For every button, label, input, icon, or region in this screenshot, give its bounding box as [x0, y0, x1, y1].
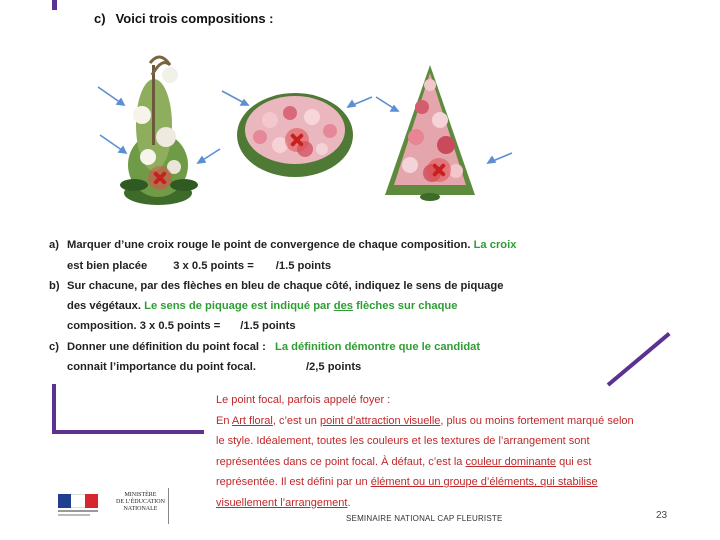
definition-line-3: le style. Idéalement, toutes les couleurs et les textures de l’arrangement sont [216, 435, 590, 447]
accent-bar-top [52, 0, 57, 10]
ministry-line-3: NATIONALE [123, 506, 158, 512]
definition-line-6: visuellement l’arrangement. [216, 496, 351, 509]
red-cross-icon [148, 166, 172, 190]
accent-diagonal-line [607, 332, 671, 386]
ministry-line-2: DE L’ÉDUCATION [116, 499, 165, 505]
red-cross-icon [427, 158, 451, 182]
question-a-line-1: a) Marquer d’une croix rouge le point de convergence de chaque composition. La croix [49, 239, 517, 251]
composition-3-image [385, 65, 475, 201]
exercise-title [94, 11, 274, 26]
accent-frame-horizontal [52, 430, 204, 434]
question-b-line-1: b) Sur chacune, par des flèches en bleu de chaque côté, indiquez le sens de piquage [49, 280, 504, 292]
accent-frame-vertical [52, 384, 56, 434]
exercise-letter: c) [94, 11, 106, 26]
question-c-line-2: connait l’importance du point focal. /2,5 points [67, 361, 362, 373]
marianne-flag-icon [58, 494, 98, 508]
exercise-title-text: Voici trois compositions : [115, 11, 274, 26]
footer-text: SEMINAIRE NATIONAL CAP FLEURISTE [346, 514, 503, 523]
question-b-line-2: des végétaux. Le sens de piquage est indiqué par des flèches sur chaque [67, 300, 458, 312]
definition-line-5: représentée. Il est défini par un élément ou un groupe d’éléments, qui stabilise [216, 476, 598, 488]
page-number: 23 [656, 510, 668, 521]
question-b-line-3: composition. 3 x 0.5 points = /1.5 points [67, 320, 296, 332]
question-c-line-1: c) Donner une définition du point focal : La définition démontre que le candidat [49, 341, 481, 353]
red-cross-icon [285, 128, 309, 152]
ministry-logo [54, 488, 169, 524]
definition-line-2: En Art floral, c’est un point d’attraction visuelle, plus ou moins fortement marqué selon [216, 414, 634, 427]
definition-line-1: Le point focal, parfois appelé foyer : [216, 394, 391, 406]
definition-panel [216, 390, 668, 515]
ministry-line-1: MINISTÈRE [124, 492, 157, 498]
question-a-line-2: est bien placée 3 x 0.5 points = /1.5 points [67, 260, 332, 272]
definition-line-4: représentées dans ce point focal. À défaut, c’est la couleur dominante qui est [216, 455, 592, 468]
